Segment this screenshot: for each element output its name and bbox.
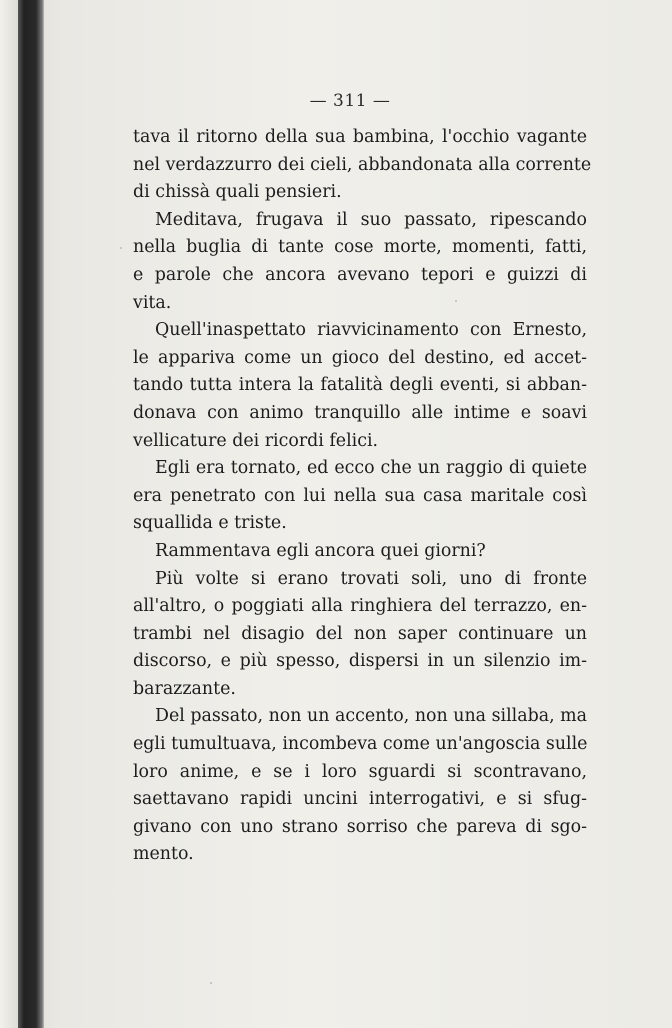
paragraph [133,317,587,455]
text-line: loro anime, e se i loro sguardi si scontravano, [133,761,587,782]
text-line: nella buglia di tante cose morte, momenti, fatti, [133,237,587,258]
text-line: Quell'inaspettato riavvicinamento con Ernesto, [155,320,587,341]
text-line: Del passato, non un accento, non una sillaba, ma [155,706,587,727]
text-line: discorso, e più spesso, dispersi in un silenzio im- [133,651,587,672]
text-line: saettavano rapidi uncini interrogativi, e si sfug- [133,789,587,810]
text-line: vita. [133,292,172,313]
text-line: trambi nel disagio del non saper continuare un [133,623,587,644]
text-line: Più volte si erano trovati soli, uno di fronte [155,568,587,589]
paragraph [133,538,587,566]
text-line: tava il ritorno della sua bambina, l'occhio vagante [133,127,587,147]
text-line: Egli era tornato, ed ecco che un raggio di quiete [155,458,587,479]
text-line: Meditava, frugava il suo passato, ripescando [155,209,587,230]
page-number: — 311 — [309,91,391,111]
text-line: di chissà quali pensieri. [133,182,342,203]
book-gutter-shadow [18,0,44,1028]
text-line: all'altro, o poggiati alla ringhiera del terrazzo, en- [133,596,587,617]
paragraph [133,124,592,207]
page-edge [0,0,18,1028]
text-line: e parole che ancora avevano tepori e guizzi di [133,264,587,285]
paper-speck [455,300,457,302]
text-line: givano con uno strano sorriso che pareva di sgo- [133,816,587,837]
text-line: tando tutta intera la fatalità degli eventi, si abban- [133,375,587,396]
text-line: mento. [133,844,194,865]
text-line: barazzante. [133,678,236,699]
body-text [133,124,592,869]
paper-speck [120,247,122,249]
text-line: squallida e triste. [133,513,287,534]
text-line: le appariva come un gioco del destino, ed accet- [133,347,587,368]
text-line: Rammentava egli ancora quei giorni? [155,540,486,561]
paragraph [133,703,587,869]
text-line: era penetrato con lui nella sua casa maritale così [133,485,587,506]
paper-speck [210,982,212,984]
text-line: egli tumultuava, incombeva come un'angoscia sulle [133,734,588,755]
text-line: vellicature dei ricordi felici. [133,430,379,451]
paragraph [133,207,587,317]
paragraph [133,566,587,704]
text-line: donava con animo tranquillo alle intime e soavi [133,402,587,423]
text-line: nel verdazzurro dei cieli, abbandonata alla corrente [133,154,592,175]
paragraph [133,455,587,538]
